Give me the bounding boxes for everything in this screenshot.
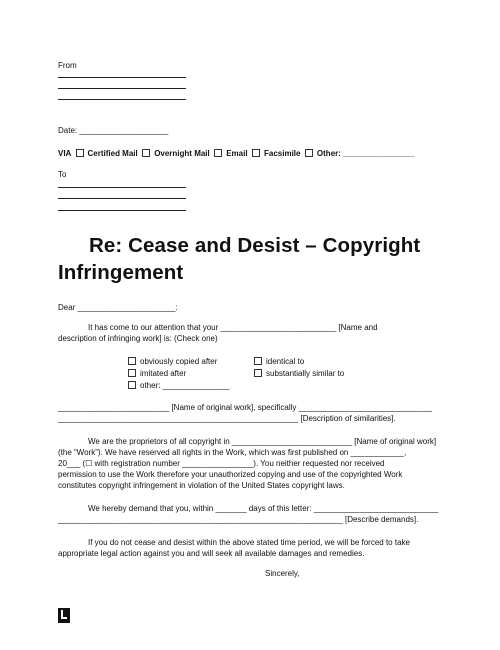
paragraph-5-line-2: appropriate legal action against you and will seek all available damages and remedies. [58,549,365,558]
checkbox-icon[interactable] [142,149,150,157]
via-option-email: Email [226,149,248,158]
paragraph-1-line-2: description of infringing work] is: (Check one) [58,334,218,343]
checkbox-icon[interactable] [305,149,313,157]
to-line-2[interactable] [58,198,186,199]
to-label: To [58,170,67,179]
from-label: From [58,61,77,70]
to-line-3[interactable] [58,210,186,211]
checkbox-icon[interactable] [254,369,262,377]
brand-logo-icon [58,608,70,623]
paragraph-3-line-2: (the “Work”). We have reserved all rights in the Work, which was first published on ____________, [58,448,407,457]
closing: Sincerely, [265,569,300,578]
paragraph-4-line-1: We hereby demand that you, within _______ days of this letter: ____________________________ [88,504,439,513]
from-line-3[interactable] [58,99,186,100]
checkbox-icon[interactable] [128,381,136,389]
via-option-overnight: Overnight Mail [154,149,210,158]
checkbox-icon[interactable] [214,149,222,157]
via-option-other: Other: ________________ [316,149,415,158]
checkbox-icon[interactable] [252,149,260,157]
check-option-imitated[interactable]: imitated after [128,368,186,379]
paragraph-3-line-1: We are the proprietors of all copyright in ___________________________ [Name of original work] [88,437,437,446]
checkbox-icon[interactable] [254,357,262,365]
check-option-similar[interactable]: substantially similar to [254,368,344,379]
paragraph-3-line-4: permission to use the Work therefore your unauthorized copying and use of the copyrighted Work [58,470,403,479]
document-title-line-1: Re: Cease and Desist – Copyright [89,234,421,257]
salutation: Dear ______________________: [58,303,178,312]
via-option-certified: Certified Mail [87,149,138,158]
paragraph-4-line-2: ________________________________________________________________ [Describe demands]. [58,515,419,524]
check-option-copied[interactable]: obviously copied after [128,356,217,367]
to-line-1[interactable] [58,187,186,188]
paragraph-2-line-1: _________________________ [Name of original work], specifically ______________________________ [58,403,433,412]
via-row [58,148,414,159]
checkbox-icon[interactable] [128,369,136,377]
check-option-other[interactable]: other: _______________ [128,380,229,391]
paragraph-5-line-1: If you do not cease and desist within the above stated time period, we will be forced to take [88,538,410,547]
via-option-facsimile: Facsimile [264,149,301,158]
check-option-identical[interactable]: identical to [254,356,304,367]
checkbox-icon[interactable] [76,149,84,157]
via-label: VIA [58,149,72,158]
paragraph-3-line-5: constitutes copyright infringement in violation of the United States copyright laws. [58,481,345,490]
checkbox-icon[interactable] [128,357,136,365]
paragraph-2-line-2: ______________________________________________________ [Description of similarities]. [58,414,396,423]
from-line-2[interactable] [58,88,186,89]
document-title-line-2: Infringement [58,261,184,284]
date-field[interactable]: Date: ____________________ [58,126,169,135]
paragraph-3-line-3: 20___ (☐ with registration number ________________). You neither requested nor received [58,459,385,468]
paragraph-1-line-1: It has come to our attention that your __________________________ [Name and [88,323,378,332]
from-line-1[interactable] [58,77,186,78]
